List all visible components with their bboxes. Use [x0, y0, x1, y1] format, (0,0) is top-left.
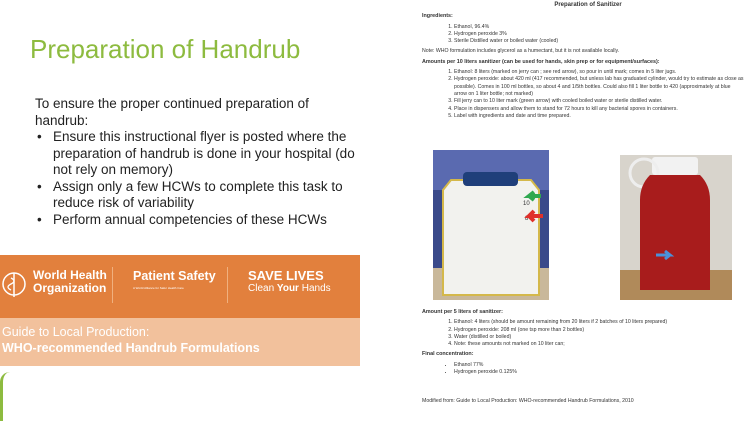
save-lives-label: SAVE LIVES	[248, 268, 324, 283]
amount-item: 4. Place in dispensers and allow them to stand for 72 hours to kill any bacterial spores in containers.	[454, 106, 744, 113]
who-emblem-icon	[0, 269, 30, 301]
doc-upper-section	[422, 0, 744, 120]
amount-item: 3. Fill jerry can to 10 liter mark (green arrow) with cooled boiled water or sterile distilled water.	[454, 98, 744, 105]
amount-item: 2. Hydrogen peroxide: about 420 ml (417 recommended, but unless lab has graduated cylinder, would try to estimate as close as possible). Comes in 100 ml bottles, so about 4 and 1/5th bottles. Could also fill 1 liter bottle to 420 (approximately at blue arrow on 1 liter bottle; not marked)	[454, 76, 744, 98]
who-banner	[0, 255, 360, 318]
amount-item: 4. Note: these amounts not marked on 10 liter can;	[454, 341, 744, 348]
amount-item: 5. Label with ingredients and date and time prepared.	[454, 113, 744, 120]
bullet-item: • Assign only a few HCWs to complete this task to reduce risk of variability	[35, 179, 365, 212]
final-item: • Ethanol 77%	[454, 362, 744, 369]
amount-item: 3. Water (distilled or boiled)	[454, 334, 744, 341]
final-item: • Hydrogen peroxide 0.125%	[454, 369, 744, 376]
jerry-mark-10: 10	[523, 201, 530, 207]
amount-item: 1. Ethanol: 4 liters (should be amount remaining from 20 liters if 2 batches of 10 liters prepared)	[454, 319, 744, 326]
jerry-mark-8: 8	[525, 216, 529, 222]
guide-band	[0, 318, 360, 366]
ingredient-item: 3. Sterile Distilled water or boiled water (cooled)	[454, 38, 744, 45]
final-heading: Final concentration:	[422, 351, 474, 358]
clean-text: Clean	[248, 283, 277, 294]
doc-title: Preparation of Sanitizer	[554, 2, 622, 8]
clean-hands-label	[248, 282, 331, 295]
slide-body	[35, 96, 365, 228]
patient-safety-tagline: A World Alliance for Safer Health Care	[133, 286, 184, 290]
your-text: Your	[276, 283, 299, 294]
bottle-photo	[620, 155, 732, 300]
amounts5-heading: Amount per 5 liters of sanitizer:	[422, 309, 503, 315]
jerry-can-photo	[433, 150, 549, 300]
ingredient-item: 1. Ethanol, 96.4%	[454, 24, 744, 31]
bullet-item: • Perform annual competencies of these HCWs	[35, 212, 365, 229]
doc-source: Modified from: Guide to Local Production: WHO-recommended Handrub Formulations, 2010	[422, 398, 634, 405]
doc-lower-section	[422, 306, 744, 409]
amount-item: 2. Hydrogen peroxide: 208 ml (one tsp more than 2 bottles)	[454, 327, 744, 334]
patient-safety-label: Patient Safety	[133, 269, 216, 283]
hands-text: Hands	[298, 283, 331, 294]
guide-line2: WHO-recommended Handrub Formulations	[2, 341, 260, 355]
bullet-item: • Ensure this instructional flyer is posted where the preparation of handrub is done in your hospital (do not rely on memory)	[35, 129, 365, 179]
amount-item: 1. Ethanol: 8 liters (marked on jerry can ; see red arrow), so pour in until mark; comes in 5 liter jugs.	[454, 69, 744, 76]
ingredients-heading: Ingredients:	[422, 13, 453, 20]
who-name-line2: Organization	[33, 281, 107, 295]
slide-title: Preparation of Handrub	[30, 34, 301, 64]
intro-text: To ensure the proper continued preparation of handrub:	[35, 96, 309, 128]
who-name-line1: World Health	[33, 268, 107, 282]
amounts10-heading: Amounts per 10 liters sanitizer (can be used for hands, skin prep or for equipment/surfaces):	[422, 58, 660, 65]
doc-note: Note: WHO formulation includes glycerol as a humectant, but it is not available locally.	[422, 48, 620, 55]
green-accent	[0, 372, 10, 421]
ingredient-item: 2. Hydrogen peroxide 3%	[454, 31, 744, 38]
guide-line1: Guide to Local Production:	[2, 325, 150, 339]
